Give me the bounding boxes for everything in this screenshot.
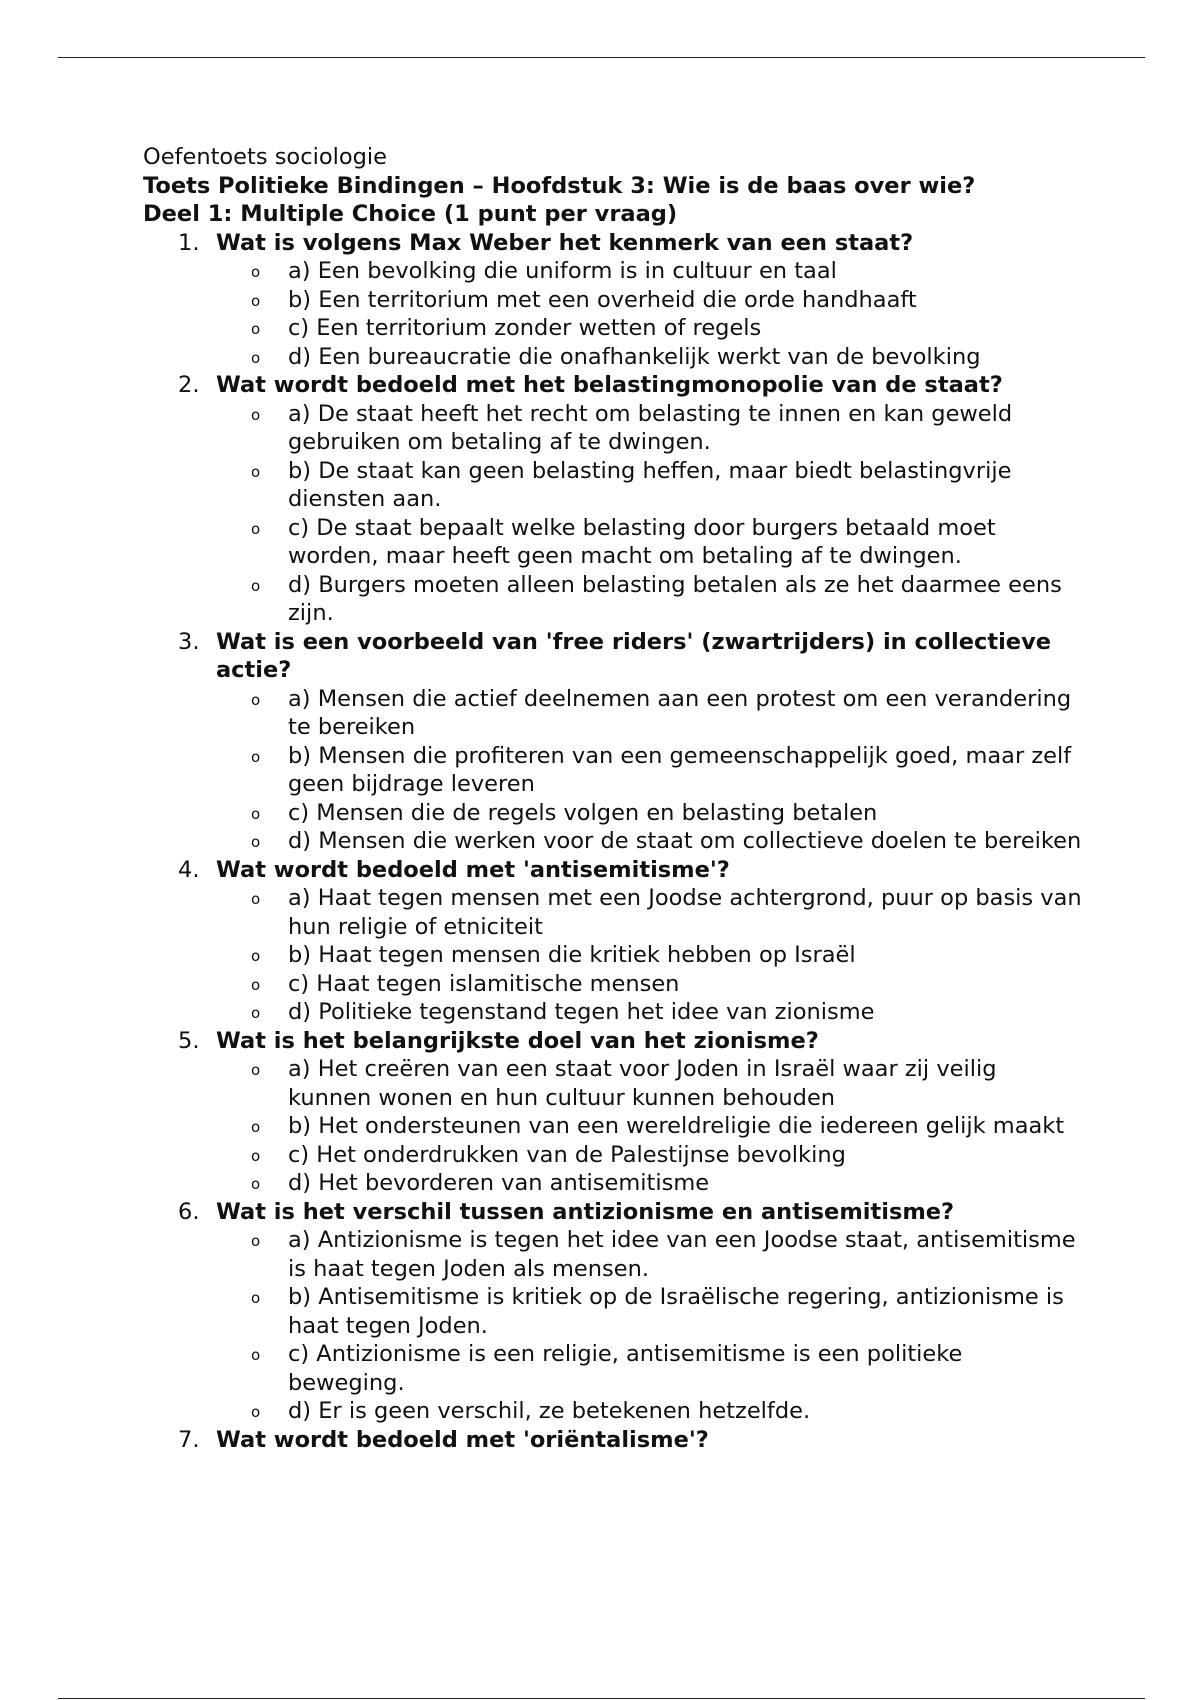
option-list [216,400,1083,628]
option-item [216,314,1083,343]
question-text: Wat wordt bedoeld met het belastingmonopolie van de staat? [216,372,1003,398]
question-item [143,1426,1083,1455]
option-text: a) Mensen die actief deelnemen aan een protest om een verandering te bereiken [288,685,1072,740]
option-text: c) De staat bepaalt welke belasting door burgers betaald moet worden, maar heeft geen macht om betaling af te dwingen. [288,514,996,569]
question-text: Wat is het belangrijkste doel van het zionisme? [216,1027,819,1054]
option-text: b) De staat kan geen belasting heffen, maar biedt belastingvrije diensten aan. [288,457,1012,512]
option-text: b) Haat tegen mensen die kritiek hebben op Israël [288,942,856,968]
option-list [216,1055,1083,1198]
question-text: Wat is volgens Max Weber het kenmerk van een staat? [216,229,914,256]
option-item [216,827,1083,856]
option-item [216,400,1083,457]
option-text: a) Antizionisme is tegen het idee van een Joodse staat, antisemitisme is haat tegen Joden als mensen. [288,1227,1076,1282]
circle-bullet-icon: o [251,1004,261,1022]
question-item [143,371,1083,628]
circle-bullet-icon: o [251,1118,261,1136]
option-item [216,998,1083,1027]
option-item [216,1141,1083,1170]
circle-bullet-icon: o [251,519,261,538]
circle-bullet-icon: o [251,890,261,908]
option-text: c) Het onderdrukken van de Palestijnse bevolking [288,1141,846,1168]
option-list [216,1226,1083,1426]
circle-bullet-icon: o [251,320,261,338]
question-text: Wat is een voorbeeld van 'free riders' (zwartrijders) in collectieve actie? [216,628,1051,683]
option-text: d) Politieke tegenstand tegen het idee van zionisme [288,999,875,1025]
circle-bullet-icon: o [251,291,261,310]
document-body [143,143,1083,1454]
circle-bullet-icon: o [251,576,261,595]
option-item [216,685,1083,742]
option-item [216,884,1083,941]
top-rule [58,57,1145,58]
option-item [216,571,1083,628]
option-text: c) Een territorium zonder wetten of regels [288,315,762,341]
option-text: d) Het bevorderen van antisemitisme [288,1170,710,1196]
option-item [216,1340,1083,1397]
document-subtitle: Oefentoets sociologie [143,144,387,170]
option-text: d) Een bureaucratie die onafhankelijk werkt van de bevolking [288,343,981,370]
option-item [216,799,1083,828]
option-item [216,1283,1083,1340]
option-item [216,257,1083,286]
circle-bullet-icon: o [251,947,261,965]
option-item [216,742,1083,799]
circle-bullet-icon: o [251,348,261,367]
question-item [143,856,1083,1027]
question-list [143,229,1083,1455]
option-list [216,884,1083,1027]
circle-bullet-icon: o [251,975,261,994]
circle-bullet-icon: o [251,1146,261,1165]
option-text: b) Antisemitisme is kritiek op de Israëlische regering, antizionisme is haat tegen Joden. [288,1284,1064,1339]
circle-bullet-icon: o [251,747,261,766]
question-text: Wat wordt bedoeld met 'antisemitisme'? [216,856,730,883]
option-list [216,685,1083,856]
option-item [216,514,1083,571]
question-number: 7. [178,1426,200,1453]
question-number: 6. [178,1198,200,1225]
option-text: a) Het creëren van een staat voor Joden in Israël waar zij veilig kunnen wonen en hun cultuur kunnen behouden [288,1056,997,1111]
option-item [216,343,1083,372]
question-item [143,1027,1083,1198]
option-item [216,970,1083,999]
option-item [216,286,1083,315]
option-text: d) Mensen die werken voor de staat om collectieve doelen te bereiken [288,828,1082,854]
option-text: d) Er is geen verschil, ze betekenen hetzelfde. [288,1398,811,1424]
circle-bullet-icon: o [251,833,261,851]
option-item [216,457,1083,514]
circle-bullet-icon: o [251,1403,261,1421]
section-heading: Deel 1: Multiple Choice (1 punt per vraag) [143,201,678,227]
circle-bullet-icon: o [251,1061,261,1079]
question-text: Wat is het verschil tussen antizionisme en antisemitisme? [216,1198,955,1225]
question-number: 5. [178,1027,200,1054]
question-number: 1. [178,229,200,256]
option-text: b) Het ondersteunen van een wereldreligie die iedereen gelijk maakt [288,1113,1065,1139]
circle-bullet-icon: o [251,405,261,424]
option-list [216,257,1083,371]
circle-bullet-icon: o [251,690,261,709]
circle-bullet-icon: o [251,1175,261,1193]
option-text: a) Haat tegen mensen met een Joodse achtergrond, puur op basis van hun religie of etniciteit [288,885,1082,940]
question-text: Wat wordt bedoeld met 'oriëntalisme'? [216,1426,709,1453]
circle-bullet-icon: o [251,1346,261,1364]
option-item [216,941,1083,970]
option-text: c) Antizionisme is een religie, antisemitisme is een politieke beweging. [288,1341,963,1396]
question-item [143,1198,1083,1426]
option-text: b) Een territorium met een overheid die orde handhaaft [288,286,917,313]
option-item [216,1169,1083,1198]
question-number: 4. [178,856,200,883]
option-item [216,1112,1083,1141]
circle-bullet-icon: o [251,1289,261,1307]
bottom-rule [58,1698,1145,1699]
option-item [216,1226,1083,1283]
option-text: c) Mensen die de regels volgen en belasting betalen [288,799,878,826]
document-title: Toets Politieke Bindingen – Hoofdstuk 3: Wie is de baas over wie? [143,172,976,199]
question-item [143,229,1083,372]
circle-bullet-icon: o [251,804,261,823]
option-text: c) Haat tegen islamitische mensen [288,970,680,997]
option-text: d) Burgers moeten alleen belasting betalen als ze het daarmee eens zijn. [288,571,1062,626]
circle-bullet-icon: o [251,462,261,481]
option-text: a) De staat heeft het recht om belasting te innen en kan geweld gebruiken om betaling af te dwingen. [288,400,1013,455]
question-item [143,628,1083,856]
circle-bullet-icon: o [251,1232,261,1250]
option-text: b) Mensen die profiteren van een gemeenschappelijk goed, maar zelf geen bijdrage leveren [288,742,1072,797]
option-item [216,1397,1083,1426]
question-number: 2. [178,372,200,398]
option-text: a) Een bevolking die uniform is in cultuur en taal [288,258,837,284]
circle-bullet-icon: o [251,263,261,281]
question-number: 3. [178,628,200,655]
option-item [216,1055,1083,1112]
